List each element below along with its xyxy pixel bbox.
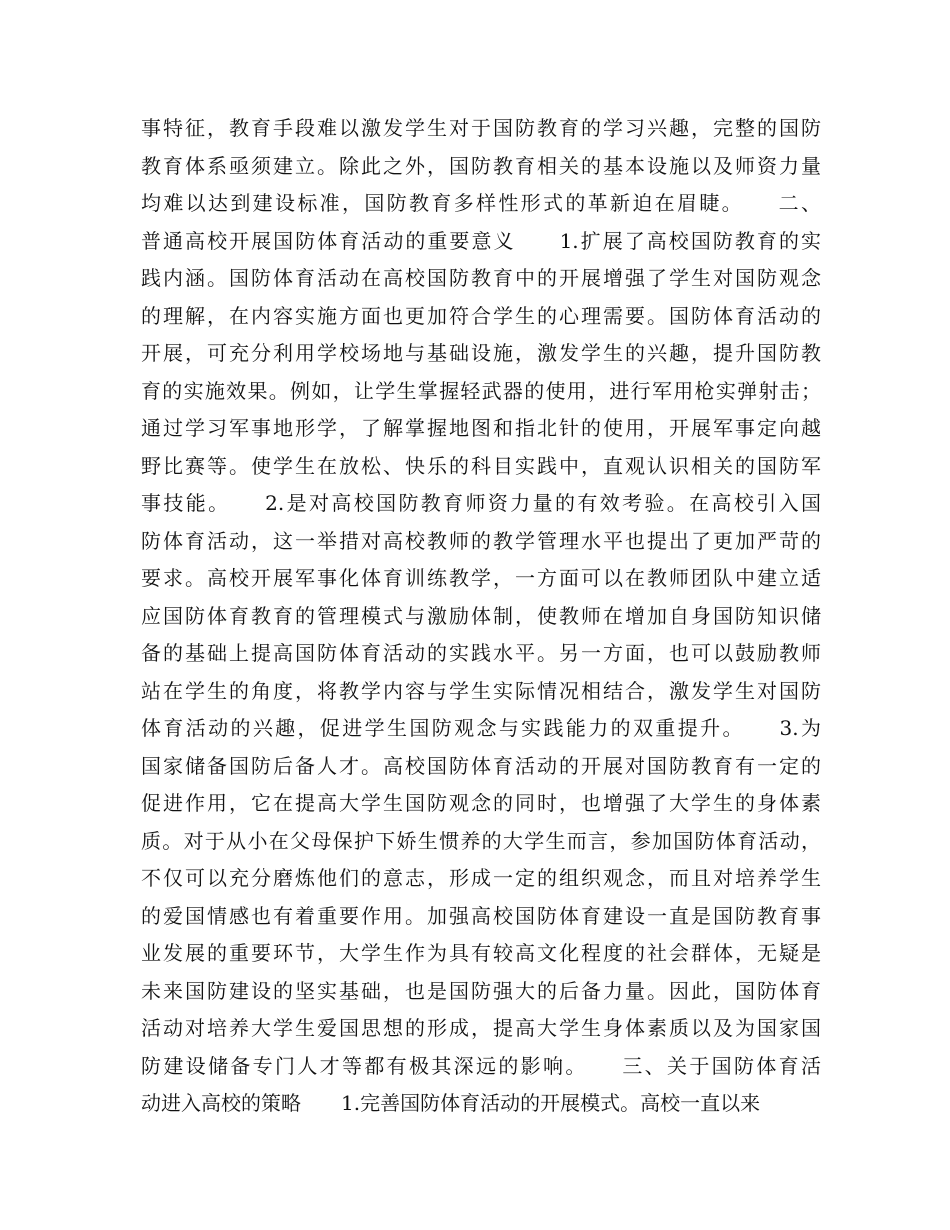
text-line: 体育活动的兴趣，促进学生国防观念与实践能力的双重提升。 3.为 <box>141 716 821 740</box>
text-line: 站在学生的角度，将教学内容与学生实际情况相结合，激发学生对国防 <box>141 678 821 703</box>
text-line: 开展，可充分利用学校场地与基础设施，激发学生的兴趣，提升国防教 <box>141 341 821 365</box>
text-line: 防建设储备专门人才等都有极其深远的影响。 三、关于国防体育活 <box>141 1053 821 1078</box>
text-line: 不仅可以充分磨炼他们的意志，形成一定的组织观念，而且对培养学生 <box>141 866 821 890</box>
text-line: 事技能。 2.是对高校国防教育师资力量的有效考验。在高校引入国 <box>141 491 821 515</box>
text-line: 防体育活动，这一举措对高校教师的教学管理水平也提出了更加严苛的 <box>141 528 821 553</box>
text-line: 动进入高校的策略 1.完善国防体育活动的开展模式。高校一直以来 <box>141 1091 761 1115</box>
text-line: 质。对于从小在父母保护下娇生惯养的大学生而言，参加国防体育活动， <box>141 828 821 853</box>
text-line: 野比赛等。使学生在放松、快乐的科目实践中，直观认识相关的国防军 <box>141 453 821 478</box>
text-line: 要求。高校开展军事化体育训练教学，一方面可以在教师团队中建立适 <box>141 566 821 590</box>
body-text <box>141 110 821 1123</box>
text-line: 业发展的重要环节，大学生作为具有较高文化程度的社会群体，无疑是 <box>141 941 821 965</box>
text-line: 的理解，在内容实施方面也更加符合学生的心理需要。国防体育活动的 <box>141 303 821 328</box>
text-line: 通过学习军事地形学，了解掌握地图和指北针的使用，开展军事定向越 <box>141 416 821 440</box>
text-line: 均难以达到建设标准，国防教育多样性形式的革新迫在眉睫。 二、 <box>141 191 821 215</box>
text-line: 备的基础上提高国防体育活动的实践水平。另一方面，也可以鼓励教师 <box>141 641 821 665</box>
text-line: 国家储备国防后备人才。高校国防体育活动的开展对国防教育有一定的 <box>141 753 821 778</box>
text-line: 普通高校开展国防体育活动的重要意义 1.扩展了高校国防教育的实 <box>141 228 821 253</box>
text-line: 事特征，教育手段难以激发学生对于国防教育的学习兴趣，完整的国防 <box>141 116 821 140</box>
text-line: 践内涵。国防体育活动在高校国防教育中的开展增强了学生对国防观念 <box>141 266 821 290</box>
text-line: 活动对培养大学生爱国思想的形成，提高大学生身体素质以及为国家国 <box>141 1016 821 1040</box>
text-line: 的爱国情感也有着重要作用。加强高校国防体育建设一直是国防教育事 <box>141 903 821 928</box>
text-line: 教育体系亟须建立。除此之外，国防教育相关的基本设施以及师资力量 <box>141 153 821 178</box>
text-line: 应国防体育教育的管理模式与激励体制，使教师在增加自身国防知识储 <box>141 603 821 628</box>
text-line: 育的实施效果。例如，让学生掌握轻武器的使用，进行军用枪实弹射击； <box>141 378 821 403</box>
text-line: 促进作用，它在提高大学生国防观念的同时，也增强了大学生的身体素 <box>141 791 821 815</box>
text-line: 未来国防建设的坚实基础，也是国防强大的后备力量。因此，国防体育 <box>141 978 821 1003</box>
